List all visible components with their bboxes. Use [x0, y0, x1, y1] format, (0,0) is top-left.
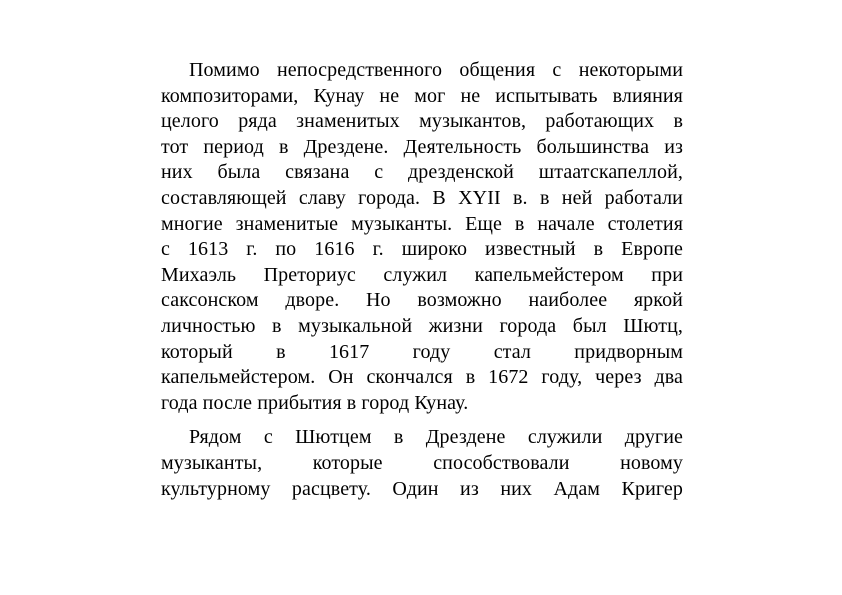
- text-line: Помимо непосредственного общения с некоторыми: [189, 59, 683, 81]
- text-line: них была связана с дрезденской штаатскапеллой,: [161, 161, 683, 184]
- paragraph-1: [161, 58, 683, 416]
- text-line: целого ряда знаменитых музыкантов, работающих в: [161, 110, 683, 133]
- text-line: тот период в Дрездене. Деятельность большинства из: [161, 135, 683, 158]
- text-line: многие знаменитые музыканты. Еще в начале столетия: [161, 212, 683, 235]
- text-line: личностью в музыкальной жизни города был Шютц,: [161, 314, 683, 337]
- text-line: с 1613 г. по 1616 г. широко известный в Европе: [161, 238, 683, 261]
- text-line: саксонском дворе. Но возможно наиболее яркой: [161, 289, 683, 312]
- text-line: капельмейстером. Он скончался в 1672 году, через два: [161, 366, 683, 389]
- text-line: который в 1617 году стал придворным: [161, 340, 683, 363]
- text-line: Михаэль Преториус служил капельмейстером при: [161, 263, 683, 286]
- text-line: культурному расцвету. Один из них Адам Кригер: [161, 477, 683, 500]
- paragraph-2: [161, 425, 683, 502]
- text-line: музыканты, которые способствовали новому: [161, 451, 683, 474]
- text-line: композиторами, Кунау не мог не испытывать влияния: [161, 84, 683, 107]
- text-line: года после прибытия в город Кунау.: [161, 391, 469, 414]
- document-text: [161, 58, 683, 502]
- text-line: составляющей славу города. В XYII в. в ней работали: [161, 186, 683, 209]
- text-line: Рядом с Шютцем в Дрездене служили другие: [189, 426, 683, 449]
